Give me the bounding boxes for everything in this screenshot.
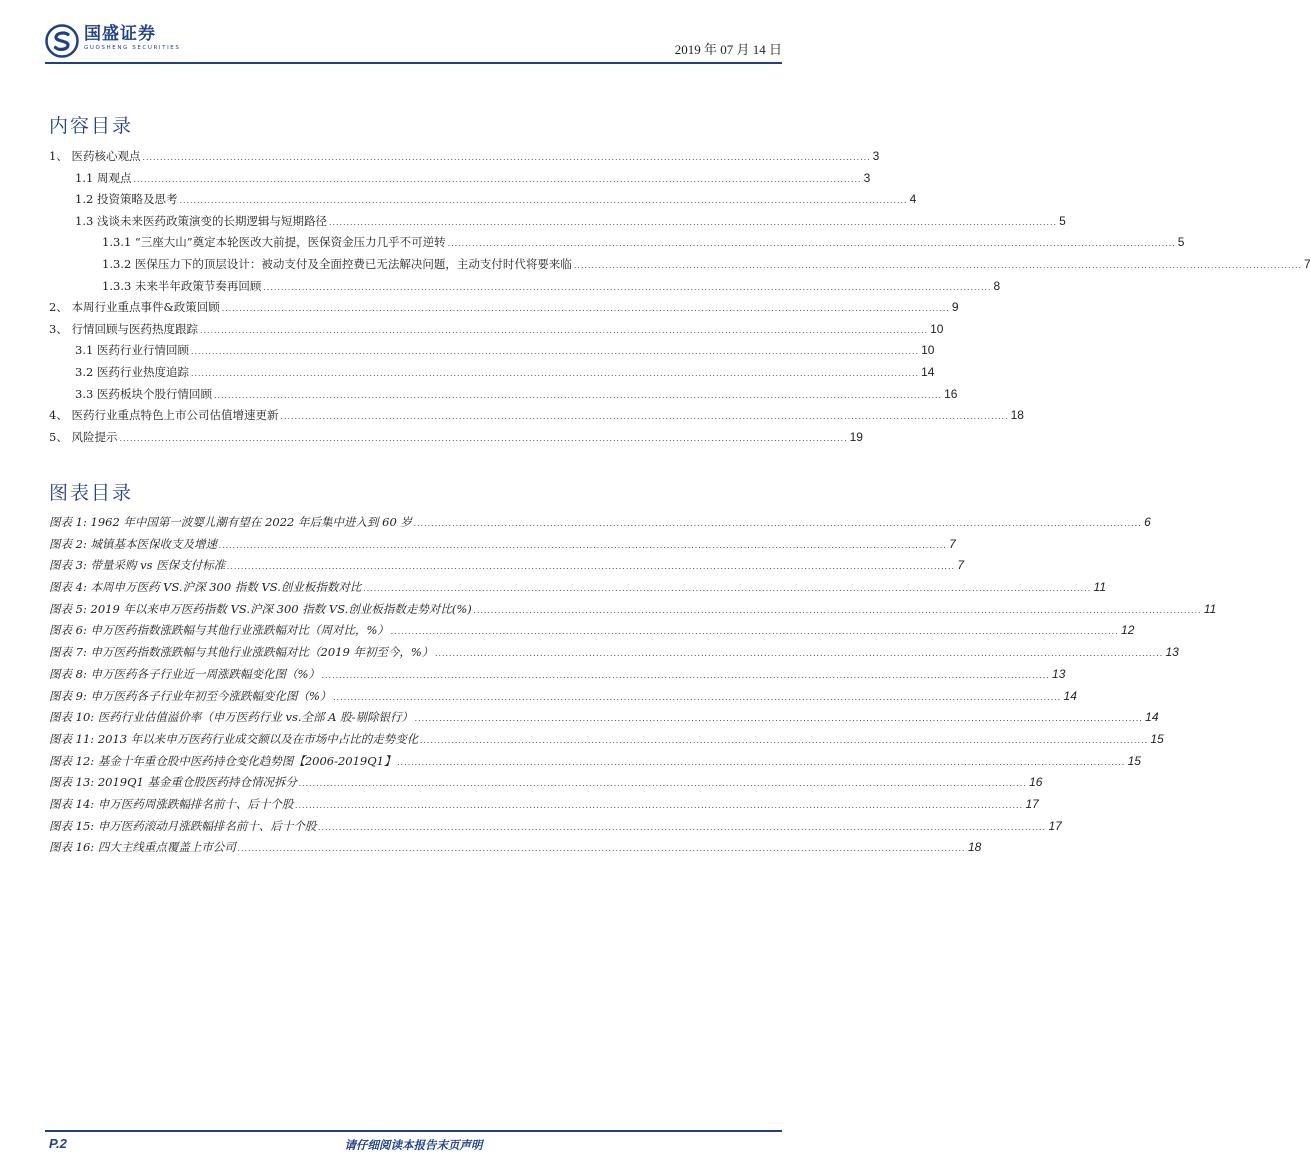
dot-leader: ................................................................................................................................................................................................................ (190, 367, 920, 378)
figure-entry-label: 图表 1: 1962 年中国第一波婴儿潮有望在 2022 年后集中进入到 60 岁 (49, 515, 412, 529)
toc-entry[interactable] (49, 170, 871, 192)
toc-entry-label: 1.2 投资策略及思考 (75, 192, 178, 207)
figure-entry-label: 图表 9: 申万医药各子行业年初至今涨跌幅变化图（%） (49, 688, 332, 703)
toc-entry-label: 4、 医药行业重点特色上市公司估值增速更新 (49, 408, 279, 423)
brand-name-cn: 国盛证券 (84, 24, 156, 44)
toc-entry-page: 7 (1304, 256, 1311, 271)
page-header (45, 22, 782, 62)
toc-entry[interactable] (49, 321, 944, 343)
figure-entry-label: 图表 16: 四大主线重点覆盖上市公司 (49, 840, 236, 855)
figure-entry[interactable] (49, 579, 1107, 601)
dot-leader: ................................................................................................................................................................................................................ (321, 669, 1051, 680)
toc-entry-page: 10 (930, 321, 944, 336)
disclaimer-note: 请仔细阅读本报告末页声明 (344, 1138, 483, 1152)
figure-entry-page: 18 (967, 840, 982, 855)
toc-entry[interactable] (49, 278, 1001, 300)
header-divider (45, 62, 782, 64)
figure-entry-page: 16 (1029, 775, 1043, 790)
figure-entry[interactable] (49, 514, 1151, 536)
toc-entry-label: 5、 风险提示 (49, 429, 118, 444)
figure-entry-label: 图表 15: 申万医药滚动月涨跌幅排名前十、后十个股 (49, 818, 317, 833)
dot-leader: ................................................................................................................................................................................................................ (318, 821, 1047, 832)
figure-entry-page: 14 (1063, 688, 1077, 703)
figure-entry[interactable] (49, 644, 1179, 666)
toc-entry-label: 3.3 医药板块个股行情回顾 (75, 386, 212, 401)
toc-entry-label: 1.3.3 未来半年政策节奏再回顾 (102, 278, 262, 293)
figure-entry[interactable] (49, 753, 1141, 775)
brand-name-en: GUOSHENG SECURITIES (84, 45, 181, 51)
toc-entry-label: 1.3.1 “三座大山”奠定本轮医改大前提，医保资金压力几乎不可逆转 (102, 235, 446, 250)
toc-entry-page: 8 (993, 278, 1001, 293)
dot-leader: ................................................................................................................................................................................................................ (133, 173, 862, 184)
dot-leader: ................................................................................................................................................................................................................ (199, 324, 929, 335)
toc-entry[interactable] (49, 386, 958, 408)
figure-entry-label: 图表 10: 医药行业估值溢价率（申万医药行业 vs.全部 A 股-剔除银行） (49, 710, 414, 725)
dot-leader: ................................................................................................................................................................................................................ (397, 756, 1126, 767)
toc-entry-page: 9 (951, 300, 959, 315)
figure-entry-label: 图表 11: 2013 年以来申万医药行业成交额以及在市场中占比的走势变化 (49, 731, 419, 746)
figure-entry[interactable] (49, 796, 1039, 818)
figure-entry-page: 6 (1144, 515, 1151, 529)
figure-entry-label: 图表 12: 基金十年重仓股中医药持仓变化趋势图【2006-2019Q1】 (49, 753, 396, 768)
figure-entry-page: 12 (1121, 623, 1135, 638)
page-number: P.2 (49, 1136, 67, 1151)
figure-entry[interactable] (49, 536, 956, 558)
dot-leader: ................................................................................................................................................................................................................ (298, 778, 1028, 789)
figure-entry-page: 14 (1145, 710, 1159, 725)
contents-title: 内容目录 (49, 115, 134, 137)
toc-entry-label: 1、 医药核心观点 (49, 149, 141, 163)
figure-entry-page: 11 (1093, 580, 1107, 595)
figure-entry[interactable] (49, 731, 1164, 753)
figure-entry-page: 17 (1048, 818, 1062, 833)
toc-entry[interactable] (49, 429, 863, 451)
figure-entry-page: 13 (1052, 666, 1066, 681)
figure-entry-label: 图表 6: 申万医药指数涨跌幅与其他行业涨跌幅对比（周对比，%） (49, 623, 389, 638)
toc-entry-label: 3.2 医药行业热度追踪 (75, 364, 189, 379)
toc-entry-page: 5 (1177, 235, 1185, 250)
toc-entry[interactable] (49, 148, 880, 170)
figure-entry-page: 7 (949, 536, 956, 551)
figure-entry-page: 17 (1025, 796, 1039, 811)
toc-entry-page: 16 (944, 386, 958, 401)
dot-leader: ................................................................................................................................................................................................................ (219, 539, 948, 550)
figures-title: 图表目录 (49, 482, 134, 504)
figure-entry-label: 图表 13: 2019Q1 基金重仓股医药持仓情况拆分 (49, 775, 297, 790)
dot-leader: ................................................................................................................................................................................................................ (363, 583, 1092, 594)
figure-entry[interactable] (49, 839, 982, 861)
toc-entry-label: 1.1 周观点 (75, 170, 132, 185)
figure-entry-page: 7 (957, 558, 965, 573)
dot-leader: ................................................................................................................................................................................................................ (295, 799, 1024, 810)
figure-entry-page: 13 (1165, 645, 1179, 660)
dot-leader: ................................................................................................................................................................................................................ (413, 518, 1143, 528)
dot-leader: ................................................................................................................................................................................................................ (415, 713, 1144, 724)
toc-entry-label: 3.1 医药行业行情回顾 (75, 343, 189, 358)
figure-entry[interactable] (49, 622, 1135, 644)
toc-entry-label: 3、 行情回顾与医药热度跟踪 (49, 321, 198, 336)
dot-leader: ................................................................................................................................................................................................................ (213, 389, 943, 400)
dot-leader: ................................................................................................................................................................................................................ (190, 346, 920, 357)
toc-entry-label: 1.3 浅谈未来医药政策演变的长期逻辑与短期路径 (75, 213, 327, 228)
dot-leader: ................................................................................................................................................................................................................ (390, 626, 1120, 637)
toc-entry-page: 10 (921, 343, 935, 358)
figure-entry[interactable] (49, 688, 1077, 710)
dot-leader: ................................................................................................................................................................................................................ (333, 691, 1062, 702)
figure-entry-label: 图表 8: 申万医药各子行业近一周涨跌幅变化图（%） (49, 666, 320, 681)
figure-entry[interactable] (49, 601, 1217, 623)
dot-leader: ................................................................................................................................................................................................................ (573, 259, 1303, 270)
dot-leader: ................................................................................................................................................................................................................ (119, 432, 848, 443)
figure-entry-label: 图表 14: 申万医药周涨跌幅排名前十、后十个股 (49, 796, 294, 811)
toc-entry-page: 3 (872, 149, 880, 163)
toc-entry-page: 19 (849, 429, 863, 444)
toc-entry-page: 4 (909, 192, 917, 207)
toc-entry[interactable] (49, 407, 1024, 429)
footer-divider (45, 1130, 782, 1132)
dot-leader: ................................................................................................................................................................................................................ (420, 734, 1149, 745)
dot-leader: ................................................................................................................................................................................................................ (447, 238, 1176, 249)
figure-entry-label: 图表 7: 申万医药指数涨跌幅与其他行业涨跌幅对比（2019 年初至今，%） (49, 645, 434, 660)
dot-leader: ................................................................................................................................................................................................................ (435, 648, 1164, 659)
dot-leader: ................................................................................................................................................................................................................ (473, 604, 1202, 615)
toc-entry[interactable] (49, 342, 935, 364)
dot-leader: ................................................................................................................................................................................................................ (179, 195, 908, 206)
dot-leader: ................................................................................................................................................................................................................ (328, 216, 1058, 227)
figure-entry[interactable] (49, 818, 1062, 840)
figure-entry[interactable] (49, 709, 1159, 731)
logo-mark-icon (45, 24, 79, 58)
toc-entry[interactable] (49, 234, 1185, 256)
toc-entry[interactable] (49, 213, 1066, 235)
dot-leader: ................................................................................................................................................................................................................ (280, 411, 1009, 422)
figure-entry-page: 15 (1150, 731, 1164, 746)
toc-entry[interactable] (49, 191, 917, 213)
dot-leader: ................................................................................................................................................................................................................ (237, 843, 966, 854)
dot-leader: ................................................................................................................................................................................................................ (263, 281, 992, 292)
toc-entry-page: 14 (921, 364, 935, 379)
figure-entry-label: 图表 4: 本周申万医药 VS.沪深 300 指数 VS.创业板指数对比 (49, 580, 362, 595)
toc-entry-page: 18 (1010, 408, 1024, 423)
dot-leader: ................................................................................................................................................................................................................ (142, 152, 871, 162)
toc-entry[interactable] (49, 364, 935, 386)
figure-entry[interactable] (49, 774, 1043, 796)
figure-entry-label: 图表 2: 城镇基本医保收支及增速 (49, 536, 218, 551)
contents-list (49, 148, 1311, 450)
toc-entry[interactable] (49, 256, 1311, 278)
figure-entry-page: 11 (1203, 601, 1217, 616)
figures-list (49, 514, 1217, 861)
figure-entry[interactable] (49, 666, 1066, 688)
toc-entry-label: 2、 本周行业重点事件&政策回顾 (49, 300, 220, 315)
toc-entry-label: 1.3.2 医保压力下的顶层设计：被动支付及全面控费已无法解决问题，主动支付时代将要来临 (102, 256, 572, 271)
toc-entry-page: 5 (1059, 213, 1066, 228)
figure-entry-page: 15 (1127, 753, 1141, 768)
figure-entry-label: 图表 3: 带量采购 vs 医保支付标准 (49, 558, 226, 573)
dot-leader: ................................................................................................................................................................................................................ (227, 561, 956, 572)
toc-entry-page: 3 (863, 170, 871, 185)
figure-entry[interactable] (49, 557, 965, 579)
toc-entry[interactable] (49, 299, 959, 321)
brand-logo (45, 24, 180, 58)
dot-leader: ................................................................................................................................................................................................................ (221, 303, 950, 314)
report-date: 2019 年 07 月 14 日 (674, 42, 782, 57)
figure-entry-label: 图表 5: 2019 年以来申万医药指数 VS.沪深 300 指数 VS.创业板指数走势对比(%) (49, 601, 472, 616)
